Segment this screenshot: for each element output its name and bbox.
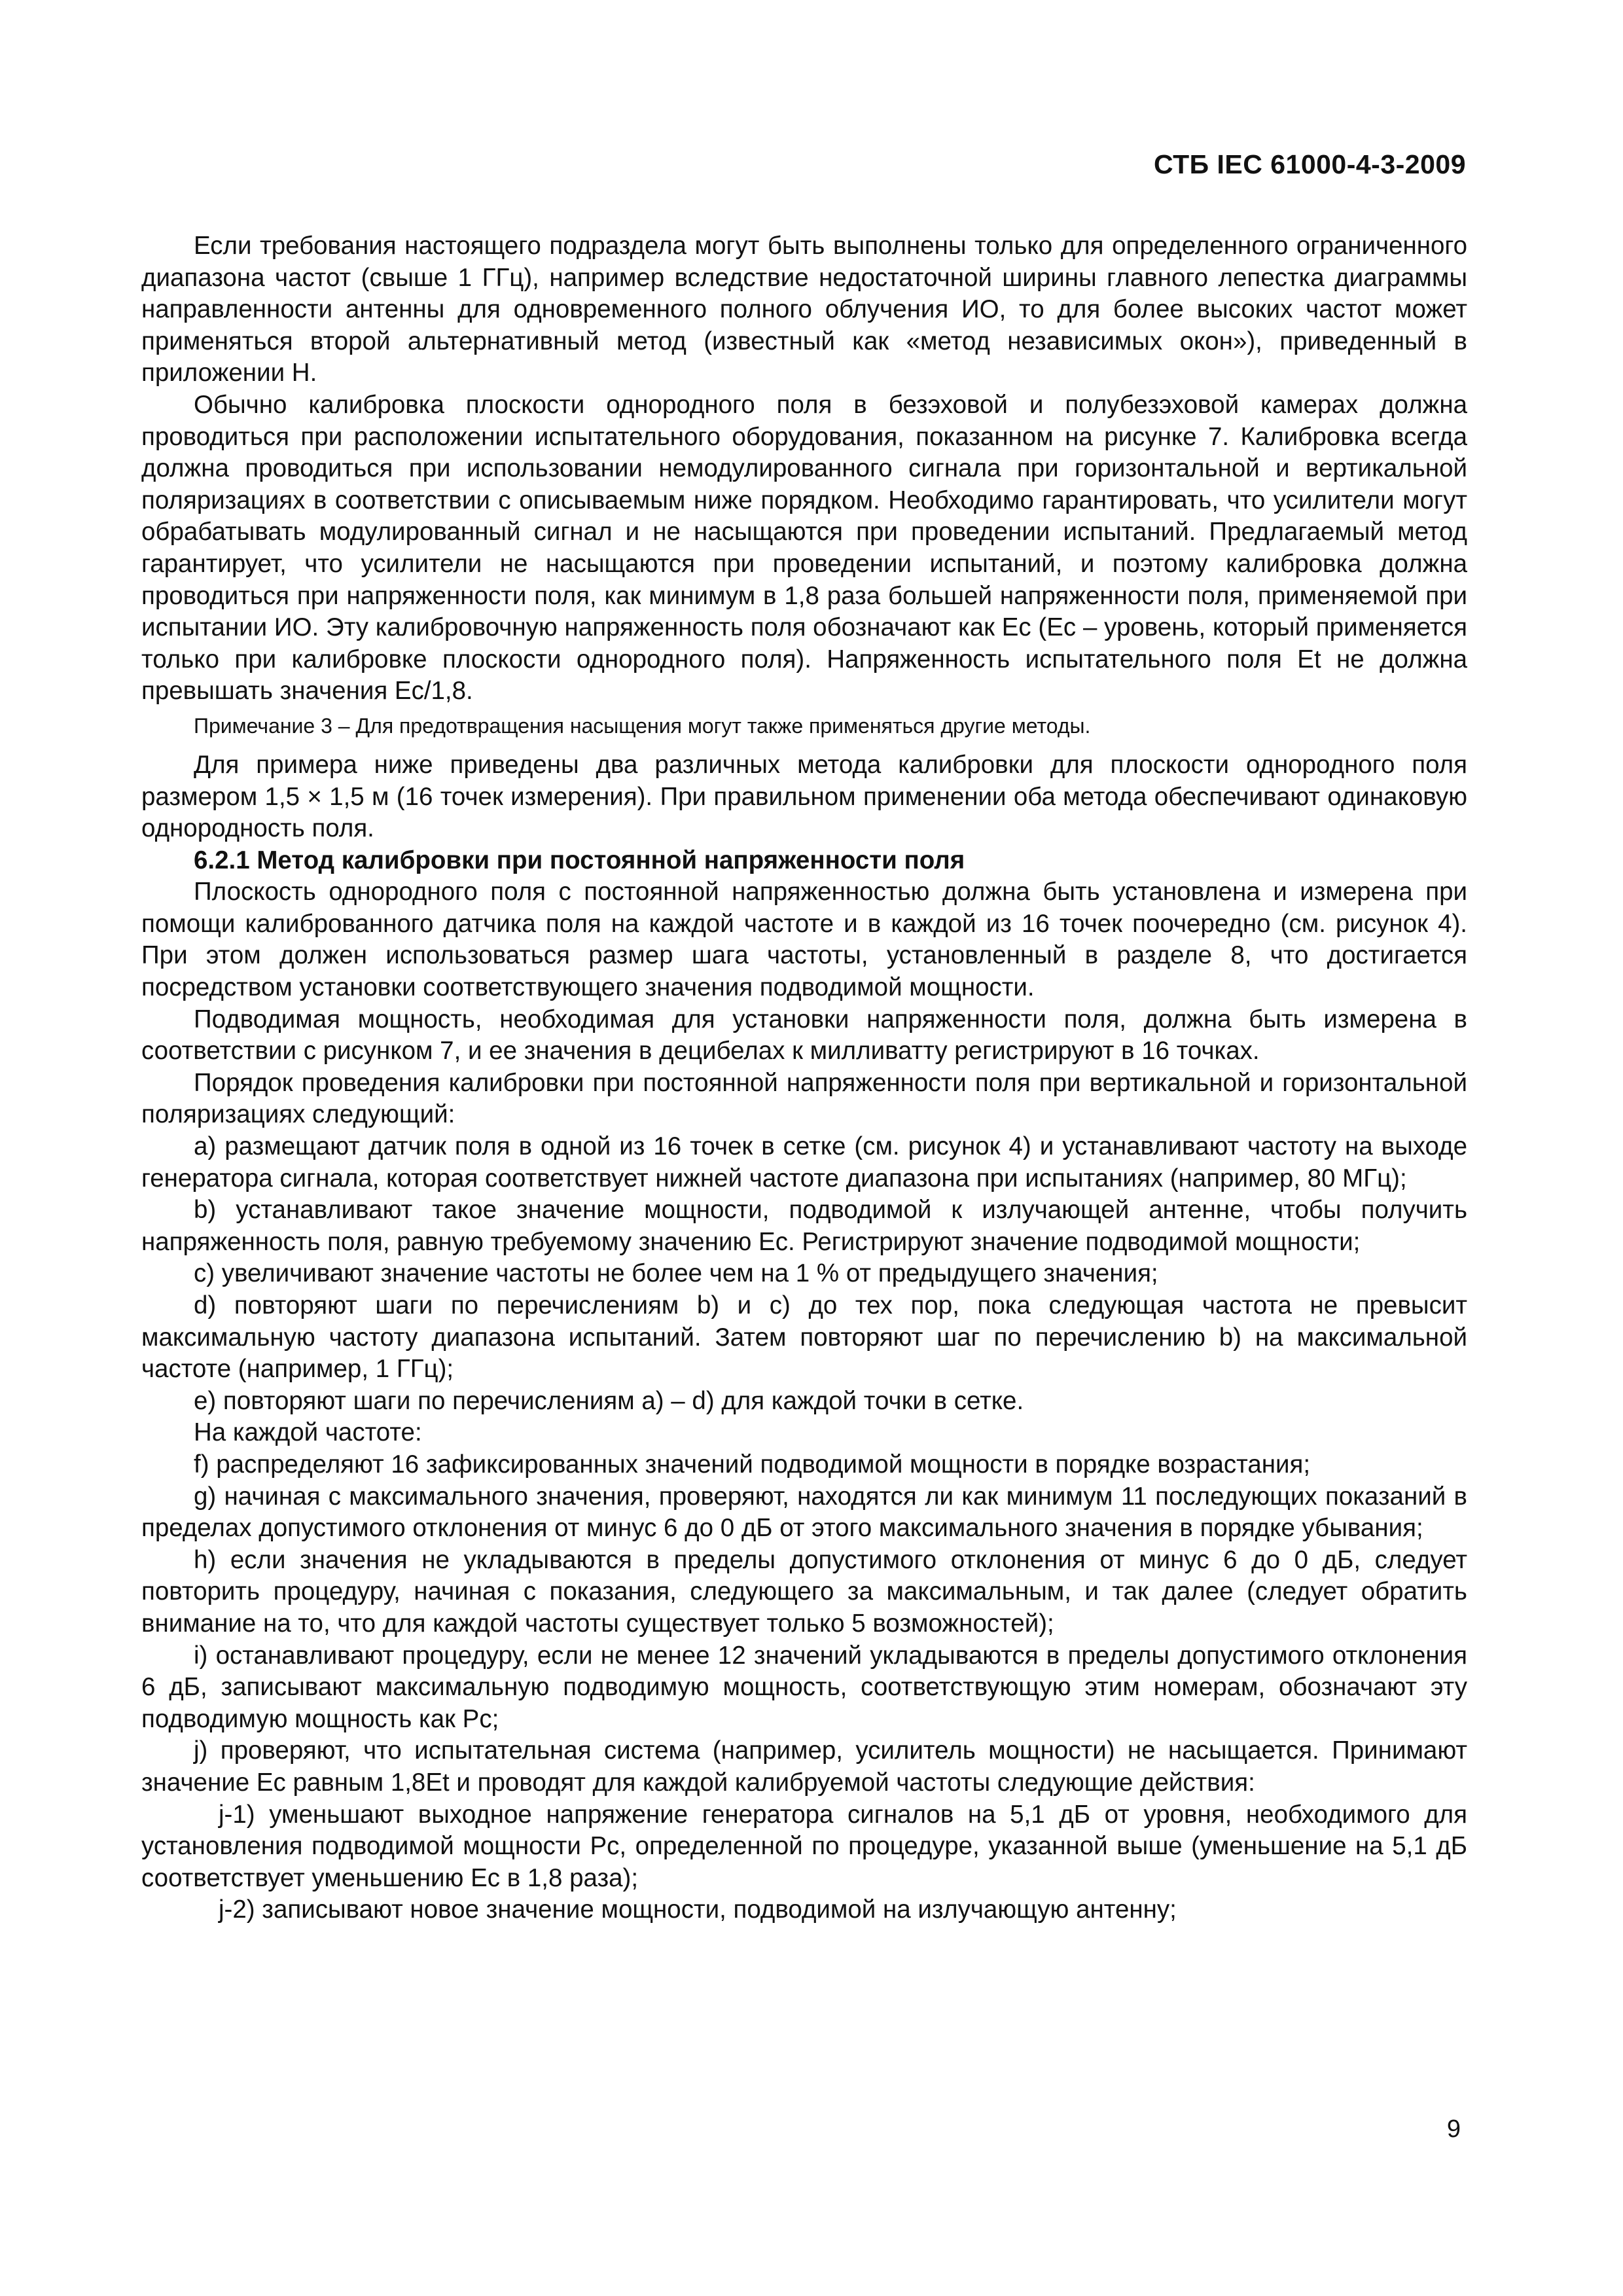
paragraph: Подводимая мощность, необходимая для установки напряженности поля, должна быть измерена в соответствии с рисунком 7, и ее значения в децибелах к милливатту регистрируют в 16 точках. [141, 1005, 1467, 1066]
page-number: 9 [1446, 2115, 1461, 2143]
list-item: h) если значения не укладываются в пределы допустимого отклонения от минус 6 до 0 дБ, следует повторить процедуру, начиная с показания, следующего за максимальным, и так далее (следует обратить внимание на то, что для каждой частоты существует только 5 возможностей); [141, 1545, 1467, 1638]
paragraph: Если требования настоящего подраздела могут быть выполнены только для определенного ограниченного диапазона частот (свыше 1 ГГц), например вследствие недостаточной ширины главного лепестка диаграммы направленности антенны для одновременного полного облучения ИО, то для более высоких частот может применяться второй альтернативный метод (известный как «метод независимых окон»), приведенный в приложении Н. [141, 232, 1467, 387]
note: Примечание 3 – Для предотвращения насыщения могут также применяться другие методы. [194, 713, 1091, 738]
page-content [141, 230, 1467, 1926]
list-item: b) устанавливают такое значение мощности, подводимой к излучающей антенне, чтобы получить напряженность поля, равную требуемому значению Ec. Регистрируют значение подводимой мощности; [141, 1196, 1467, 1256]
list-item: i) останавливают процедуру, если не менее 12 значений укладываются в пределы допустимого отклонения 6 дБ, записывают максимальную подводимую мощность, соответствующую этим номерам, обозначают эту подводимую мощность как Pc; [141, 1641, 1467, 1733]
list-item: g) начиная с максимального значения, проверяют, находятся ли как минимум 11 последующих показаний в пределах допустимого отклонения от минус 6 до 0 дБ от этого максимального значения в порядке убывания; [141, 1482, 1467, 1543]
sub-list-item: j-2) записывают новое значение мощности, подводимой на излучающую антенну; [219, 1895, 1177, 1924]
list-item: e) повторяют шаги по перечислениям a) – d) для каждой точки в сетке. [194, 1386, 1024, 1415]
sub-list-item: j-1) уменьшают выходное напряжение генератора сигналов на 5,1 дБ от уровня, необходимого для установления подводимой мощности Pc, определенной по процедуре, указанной выше (уменьшение на 5,1 дБ соответствует уменьшению Ec в 1,8 раза); [141, 1800, 1467, 1892]
list-item: f) распределяют 16 зафиксированных значений подводимой мощности в порядке возрастания; [194, 1450, 1311, 1479]
paragraph: Плоскость однородного поля с постоянной напряженностью должна быть установлена и измерена при помощи калиброванного датчика поля на каждой частоте и в каждой из 16 точек поочередно (см. рисунок 4). При этом должен использоваться размер шага частоты, установленный в разделе 8, что достигается посредством установки соответствующего значения подводимой мощности. [141, 878, 1467, 1002]
paragraph: Порядок проведения калибровки при постоянной напряженности поля при вертикальной и горизонтальной поляризациях следующий: [141, 1068, 1467, 1129]
list-item: a) размещают датчик поля в одной из 16 точек в сетке (см. рисунок 4) и устанавливают частоту на выходе генератора сигнала, которая соответствует нижней частоте диапазона при испытаниях (например, 80 МГц); [141, 1132, 1467, 1193]
standard-code: СТБ IEC 61000-4-3-2009 [1153, 149, 1466, 179]
paragraph: Обычно калибровка плоскости однородного поля в безэховой и полубезэховой камерах должна проводиться при расположении испытательного оборудования, показанном на рисунке 7. Калибровка всегда должна проводиться при использовании немодулированного сигнала при горизонтальной и вертикальной поляризациях в соответствии с описываемым ниже порядком. Необходимо гарантировать, что усилители могут обрабатывать модулированный сигнал и не насыщаются при проведении испытаний. Предлагаемый метод гарантирует, что усилители не насыщаются при проведении испытаний, и поэтому калибровка должна проводиться при напряженности поля, как минимум в 1,8 раза большей напряженности поля, применяемой при испытании ИО. Эту калибровочную напряженность поля обозначают как Ec (Ec – уровень, который применяется только при калибровке плоскости однородного поля). Напряженность испытательного поля Et не должна превышать значения Ec/1,8. [141, 390, 1467, 706]
section-heading: 6.2.1 Метод калибровки при постоянной напряженности поля [194, 846, 965, 874]
paragraph: На каждой частоте: [194, 1418, 422, 1447]
list-item: d) повторяют шаги по перечислениям b) и c) до тех пор, пока следующая частота не превысит максимальную частоту диапазона испытаний. Затем повторяют шаг по перечислению b) на максимальной частоте (например, 1 ГГц); [141, 1291, 1467, 1384]
paragraph: Для примера ниже приведены два различных метода калибровки для плоскости однородного поля размером 1,5 × 1,5 м (16 точек измерения). При правильном применении оба метода обеспечивают одинаковую однородность поля. [141, 750, 1467, 843]
list-item: j) проверяют, что испытательная система (например, усилитель мощности) не насыщается. Принимают значение Ec равным 1,8Et и проводят для каждой калибруемой частоты следующие действия: [141, 1736, 1467, 1797]
list-item: c) увеличивают значение частоты не более чем на 1 % от предыдущего значения; [194, 1259, 1158, 1288]
